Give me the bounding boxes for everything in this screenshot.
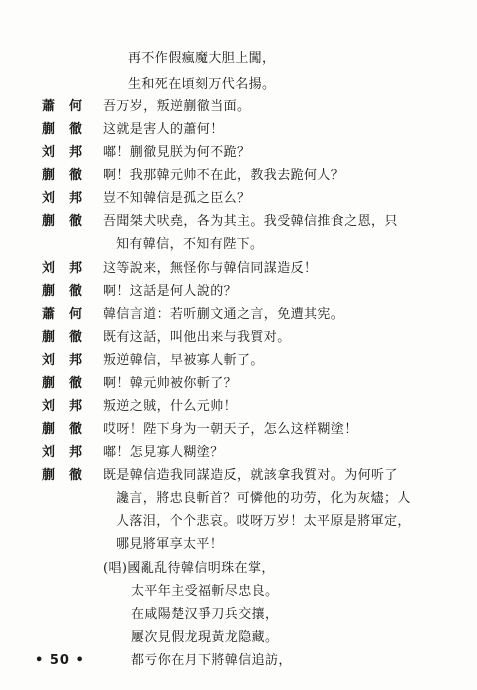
verse-line-2: 生和死在頃刻万代名揚。 [128,77,276,92]
dialogue-line: 啊！我那韓元帅不在此，教我去跪何人？ [103,168,345,183]
speaker-name: 蒯徹 [42,376,97,391]
dialogue-line: 人落泪，个个悲哀。哎呀万岁！太平原是將軍定， [116,514,411,529]
sung-line: 屢次見假龙現黃龙隐藏。 [131,630,279,645]
dialogue-line: 吾聞桀犬吠堯，各为其主。我受韓信推食之恩，只 [103,214,398,229]
dialogue-line: 这就是害人的蕭何！ [103,122,224,137]
dialogue-line: 既是韓信造我同謀造反，就該拿我質对。为何听了 [103,468,398,483]
speaker-name: 蒯徹 [42,168,97,183]
dialogue-line: 哪見將軍享太平！ [116,537,224,552]
sung-line: 都亏你在月下將韓信追訪， [131,653,292,668]
speaker-name: 蒯徹 [42,468,97,483]
speaker-name: 刘邦 [42,445,97,460]
dialogue-line: 哎呀！陛下身为一朝天子，怎么这样糊塗！ [103,422,358,437]
page-number: • 50 • [35,653,85,668]
sung-line: 太平年主受福斬尽忠良。 [131,584,279,599]
speaker-name: 蕭何 [42,307,97,322]
dialogue-line: 叛逆韓信，早被寡人斬了。 [103,353,264,368]
sung-line: (唱)國亂乱待韓信明珠在掌， [103,561,275,576]
speaker-name: 蒯徹 [42,122,97,137]
dialogue-line: 叛逆之賊，什么元帅！ [103,399,238,414]
dialogue-line: 啊！韓元帅被你斬了？ [103,376,238,391]
dialogue-line: 吾万岁，叛逆蒯徹当面。 [103,99,251,114]
speaker-name: 蒯徹 [42,284,97,299]
dialogue-line: 嘟！怎見寡人糊塗？ [103,445,224,460]
speaker-name: 蒯徹 [42,422,97,437]
dialogue-line: 既有这話，叫他出来与我質对。 [103,330,291,345]
dialogue-line: 嘟！蒯徹見朕为何不跪？ [103,145,251,160]
verse-line-1: 再不作假瘋魔大胆上闖， [128,51,276,66]
speaker-name: 蕭何 [42,99,97,114]
speaker-name: 蒯徹 [42,330,97,345]
dialogue-line: 讒言，將忠良斬首？可憐他的功劳，化为灰燼；人 [116,491,411,506]
dialogue-line: 啊！这話是何人說的？ [103,284,238,299]
speaker-name: 刘邦 [42,353,97,368]
speaker-name: 蒯徹 [42,214,97,229]
speaker-name: 刘邦 [42,399,97,414]
dialogue-line: 知有韓信，不知有陛下。 [116,237,264,252]
sung-line: 在咸陽楚汉爭刀兵交攘， [131,607,279,622]
dialogue-line: 豈不知韓信是孤之臣么？ [103,191,251,206]
dialogue-line: 这等說来，無怪你与韓信同謀造反！ [103,261,318,276]
speaker-name: 刘邦 [42,261,97,276]
speaker-name: 刘邦 [42,191,97,206]
dialogue-line: 韓信言道：若听蒯文通之言，免遭其宪。 [103,307,345,322]
speaker-name: 刘邦 [42,145,97,160]
